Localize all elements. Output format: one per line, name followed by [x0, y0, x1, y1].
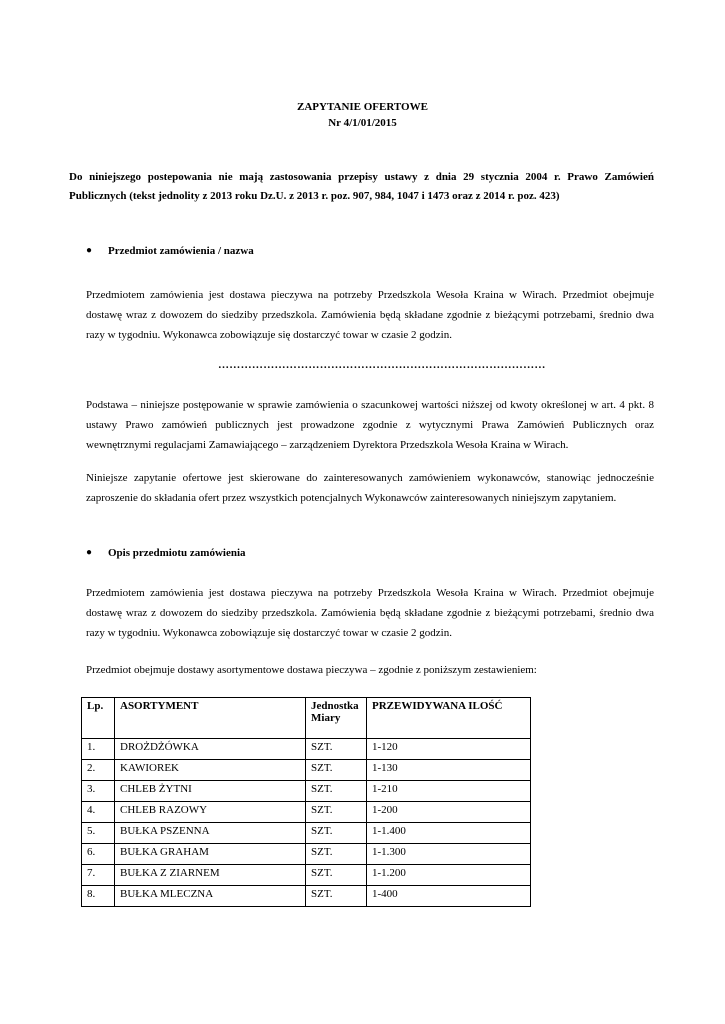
table-row [82, 739, 531, 760]
cell-assortment: BUŁKA MLECZNA [115, 886, 306, 907]
cell-assortment: KAWIOREK [115, 760, 306, 781]
cell-assortment: CHLEB RAZOWY [115, 802, 306, 823]
cell-lp: 5. [82, 823, 115, 844]
header-lp: Lp. [82, 698, 115, 739]
cell-assortment: BUŁKA GRAHAM [115, 844, 306, 865]
table-row [82, 781, 531, 802]
header-quantity: PRZEWIDYWANA ILOŚĆ [367, 698, 531, 739]
cell-unit: SZT. [306, 865, 367, 886]
cell-quantity: 1-1.400 [367, 823, 531, 844]
cell-unit: SZT. [306, 844, 367, 865]
cell-lp: 4. [82, 802, 115, 823]
cell-quantity: 1-400 [367, 886, 531, 907]
description-paragraph: Przedmiotem zamówienia jest dostawa pieczywa na potrzeby Przedszkola Wesoła Kraina w Wirach. Przedmiot obejmuje dostawę wraz z dowozem do siedziby przedszkola. Zamówienia będą składane zgodnie z bieżącymi potrzebami, średnio dwa razy w tygodniu. Wykonawca zobowiązuje się dostarczyć towar w czasie 2 godzin. [86, 587, 654, 639]
cell-lp: 6. [82, 844, 115, 865]
bullet-icon: ● [86, 245, 93, 256]
cell-unit: SZT. [306, 802, 367, 823]
table-row [82, 760, 531, 781]
cell-quantity: 1-1.300 [367, 844, 531, 865]
document-page: ZAPYTANIE OFERTOWE Nr 4/1/01/2015 Do niniejszego postepowania nie mają zastosowania przepisy ustawy z dnia 29 stycznia 2004 r. Prawo Zamówień Publicznych (tekst jednolity z 2013 roku Dz.U. z 2013 r. poz. 907, 984, 1047 i 1473 oraz z 2014 r. poz. 423) ● Przedmiot zamówienia / nazwa Przedmiotem zamówienia jest dostawa pieczywa na potrzeby Przedszkola Wesoła Kraina w Wirach. Przedmiot obejmuje dostawę wraz z dowozem do siedziby przedszkola. Zamówienia będą składane zgodnie z bieżącymi potrzebami, średnio dwa razy w tygodniu. Wykonawca zobowiązuje się dostarczyć towar w czasie 2 godzin. …………………………………………………………………………… Podstawa – niniejsze postępowanie w sprawie zamówienia o szacunkowej wartości niższej od kwoty określonej w art. 4 pkt. 8 ustawy Prawo zamówień publicznych jest prowadzone zgodnie z wytycznymi Prawa Zamówień Publicznych oraz wewnętrznymi regulacjami Zamawiającego – zarządzeniem Dyrektora Przedszkola Wesoła Kraina w Wirach. Niniejsze zapytanie ofertowe jest skierowane do zainteresowanych zamówieniem wykonawców, stanowiąc jednocześnie zaproszenie do składania ofert przez wszystkich potencjalnych Wykonawców zainteresowanych niniejszym zapytaniem. ● Opis przedmiotu zamówienia Przedmiotem zamówienia jest dostawa pieczywa na potrzeby Przedszkola Wesoła Kraina w Wirach. Przedmiot obejmuje dostawę wraz z dowozem do siedziby przedszkola. Zamówienia będą składane zgodnie z bieżącymi potrzebami, średnio dwa razy w tygodniu. Wykonawca zobowiązuje się dostarczyć towar w czasie 2 godzin. Przedmiot obejmuje dostawy asortymentowe dostawa pieczywa – zgodnie z poniższym zestawieniem: Lp. ASORTYMENT Jednostka Miary PRZEWIDYWANA ILOŚĆ 1. DROŻDŻÓWKA SZT. 1-120 2. KAWIOREK SZT. 1-130 3. CHLEB ŻYTNI SZT. 1-210 4. CHLEB RAZOWY SZT. 1-200 5. BUŁKA PSZENNA SZT. 1-1.400 6. BUŁKA GRAHAM SZT. 1-1.300 7. BUŁKA Z ZIARNEM SZT. 1-1.200 8. BUŁKA MLECZNA SZT. 1-400 [0, 0, 725, 1024]
cell-quantity: 1-120 [367, 739, 531, 760]
cell-quantity: 1-210 [367, 781, 531, 802]
table-row [82, 823, 531, 844]
cell-unit: SZT. [306, 781, 367, 802]
cell-assortment: BUŁKA Z ZIARNEM [115, 865, 306, 886]
cell-assortment: CHLEB ŻYTNI [115, 781, 306, 802]
legal-notice: Do niniejszego postepowania nie mają zastosowania przepisy ustawy z dnia 29 stycznia 2004 r. Prawo Zamówień Publicznych (tekst jednolity z 2013 roku Dz.U. z 2013 r. poz. 907, 984, 1047 i 1473 oraz z 2014 r. poz. 423) [69, 171, 654, 202]
table-row [82, 844, 531, 865]
header-assortment: ASORTYMENT [115, 698, 306, 739]
cell-lp: 8. [82, 886, 115, 907]
cell-quantity: 1-200 [367, 802, 531, 823]
table-intro: Przedmiot obejmuje dostawy asortymentowe dostawa pieczywa – zgodnie z poniższym zestawieniem: [86, 664, 537, 676]
header-unit: Jednostka Miary [306, 698, 367, 739]
table-row [82, 865, 531, 886]
document-title: ZAPYTANIE OFERTOWE [297, 101, 428, 113]
cell-lp: 3. [82, 781, 115, 802]
cell-lp: 1. [82, 739, 115, 760]
cell-assortment: DROŻDŻÓWKA [115, 739, 306, 760]
cell-lp: 2. [82, 760, 115, 781]
document-number: Nr 4/1/01/2015 [328, 117, 397, 129]
cell-unit: SZT. [306, 886, 367, 907]
cell-unit: SZT. [306, 823, 367, 844]
basis-paragraph: Podstawa – niniejsze postępowanie w sprawie zamówienia o szacunkowej wartości niższej od kwoty określonej w art. 4 pkt. 8 ustawy Prawo zamówień publicznych jest prowadzone zgodnie z wytycznymi Prawa Zamówień Publicznych oraz wewnętrznymi regulacjami Zamawiającego – zarządzeniem Dyrektora Przedszkola Wesoła Kraina w Wirach. [86, 399, 654, 451]
cell-quantity: 1-130 [367, 760, 531, 781]
cell-lp: 7. [82, 865, 115, 886]
addressees-paragraph: Niniejsze zapytanie ofertowe jest skierowane do zainteresowanych zamówieniem wykonawców, stanowiąc jednocześnie zaproszenie do składania ofert przez wszystkich potencjalnych Wykonawców zainteresowanych niniejszym zapytaniem. [86, 472, 654, 504]
table-header-row [82, 698, 531, 739]
cell-unit: SZT. [306, 760, 367, 781]
table-row [82, 886, 531, 907]
cell-assortment: BUŁKA PSZENNA [115, 823, 306, 844]
bullet-icon: ● [86, 547, 93, 558]
separator-dots: …………………………………………………………………………… [218, 359, 546, 371]
subject-paragraph: Przedmiotem zamówienia jest dostawa pieczywa na potrzeby Przedszkola Wesoła Kraina w Wirach. Przedmiot obejmuje dostawę wraz z dowozem do siedziby przedszkola. Zamówienia będą składane zgodnie z bieżącymi potrzebami, średnio dwa razy w tygodniu. Wykonawca zobowiązuje się dostarczyć towar w czasie 2 godzin. [86, 289, 654, 341]
assortment-table [81, 697, 531, 907]
table-row [82, 802, 531, 823]
cell-unit: SZT. [306, 739, 367, 760]
cell-quantity: 1-1.200 [367, 865, 531, 886]
